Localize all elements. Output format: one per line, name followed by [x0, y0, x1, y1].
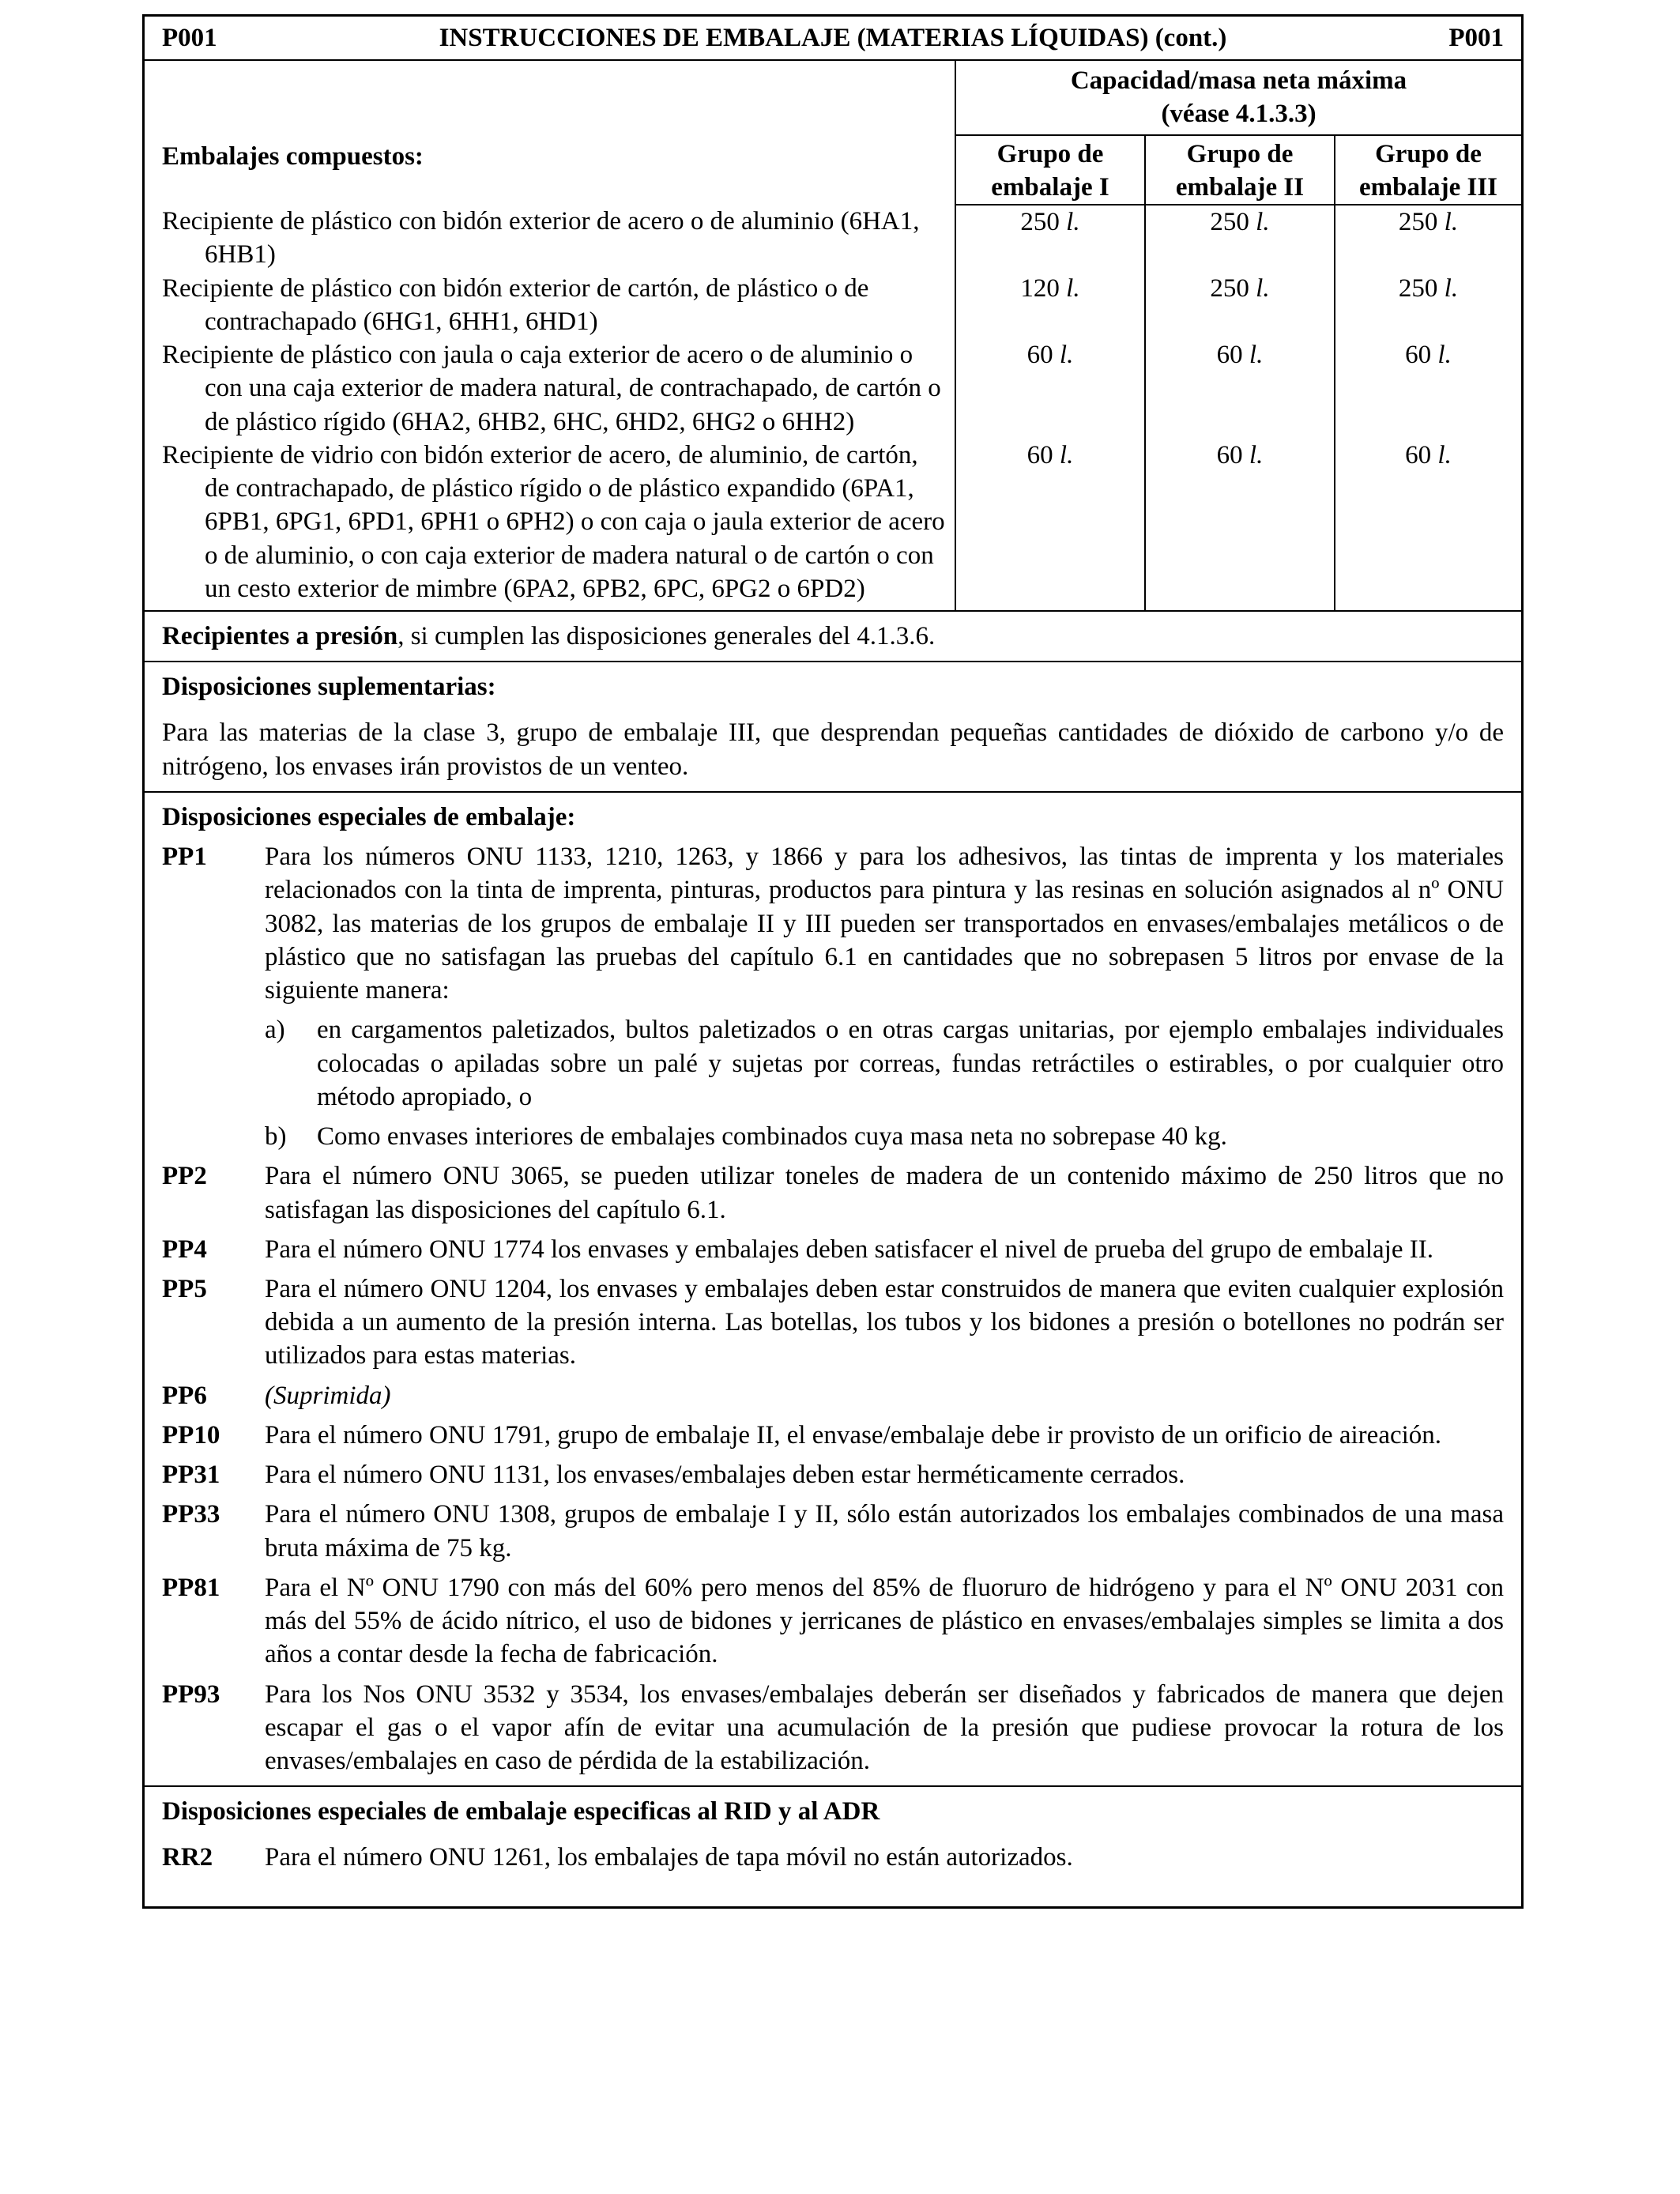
group-1-value: 60 l. [955, 338, 1145, 439]
supplementary-text: Para las materias de la clase 3, grupo de embalaje III, que desprendan pequeñas cantidades de dióxido de carbono y/o de nitrógeno, los envases irán provistos de un venteo. [162, 718, 1504, 781]
provision-rr2 [162, 1841, 1504, 1874]
provision-code: PP33 [162, 1500, 220, 1529]
packaging-description: Recipiente de plástico con bidón exterior de acero o de aluminio (6HA1, 6HB1) [162, 207, 920, 270]
rid-adr-provisions-section [145, 1785, 1521, 1906]
pressure-receptacles-label: Recipientes a presión [162, 621, 398, 650]
provision-pp31 [162, 1458, 1504, 1491]
group-3-value: 250 l. [1335, 272, 1521, 338]
provision-pp93 [162, 1678, 1504, 1778]
table-row [145, 439, 1521, 610]
pressure-receptacles-text: , si cumplen las disposiciones generales del 4.1.3.6. [397, 621, 936, 650]
list-item-text: en cargamentos paletizados, bultos paletizados o en otras cargas unitarias, por ejemplo embalajes individuales colocadas o apiladas sobre un palé y sujetas por correas, fundas retráctiles o estirables, o por cualquier otro método apropiado, o [317, 1016, 1504, 1111]
provision-text: Para el número ONU 1261, los embalajes de tapa móvil no están autorizados. [265, 1843, 1073, 1872]
list-item-letter: b) [265, 1122, 287, 1152]
table-row [145, 338, 1521, 439]
group-2-value: 60 l. [1145, 338, 1335, 439]
list-item-text: Como envases interiores de embalajes combinados cuya masa neta no sobrepase 40 kg. [317, 1122, 1227, 1152]
provision-text: Para el número ONU 1791, grupo de embalaje II, el envase/embalaje debe ir provisto de un orificio de aireación. [265, 1420, 1442, 1449]
provision-text: Para el número ONU 1774 los envases y embalajes deben satisfacer el nivel de prueba del grupo de embalaje II. [265, 1235, 1433, 1264]
composite-packagings-label: Embalajes compuestos: [162, 141, 424, 171]
provision-text: Para el Nº ONU 1790 con más del 60% pero menos del 85% de fluoruro de hidrógeno y para el Nº ONU 2031 con más del 55% de ácido nítrico, el uso de bidones y jerricanes de plástico en envases/embalajes simples se limita a dos años a contar desde la fecha de fabricación. [265, 1573, 1504, 1669]
provision-code: PP93 [162, 1679, 220, 1709]
table-row [145, 272, 1521, 338]
list-item [265, 1120, 1504, 1153]
group-2-value: 250 l. [1145, 205, 1335, 271]
provision-pp81 [162, 1571, 1504, 1672]
packing-group-2-header: Grupo de embalaje II [1145, 135, 1335, 205]
provision-code: PP81 [162, 1573, 220, 1602]
special-provisions-heading: Disposiciones especiales de embalaje: [162, 802, 576, 831]
provision-code: PP6 [162, 1381, 207, 1410]
special-packing-provisions-section [145, 791, 1521, 1785]
list-item-letter: a) [265, 1016, 285, 1045]
provision-text: (Suprimida) [265, 1381, 391, 1410]
packing-group-1-header: Grupo de embalaje I [955, 135, 1145, 205]
provision-code: PP2 [162, 1162, 207, 1191]
group-3-value: 60 l. [1335, 338, 1521, 439]
provision-pp2 [162, 1159, 1504, 1226]
packaging-description: Recipiente de plástico con bidón exterior de cartón, de plástico o de contrachapado (6HG1, 6HH1, 6HD1) [162, 273, 869, 336]
provision-text: Para el número ONU 1204, los envases y embalajes deben estar construidos de manera que eviten cualquier explosión debida a un aumento de la presión interna. Las botellas, los tubos y los bidones a presión o botellones no podrán ser utilizados para estas materias. [265, 1274, 1504, 1370]
provision-pp4 [162, 1233, 1504, 1266]
group-1-value: 250 l. [955, 205, 1145, 271]
packaging-description: Recipiente de vidrio con bidón exterior de acero, de aluminio, de cartón, de contrachapado, de plástico rígido o de plástico expandido (6PA1, 6PB1, 6PG1, 6PD1, 6PH1 o 6PH2) o con caja o jaula exterior de acero o de aluminio, o con caja exterior de madera natural o de cartón o con un cesto exterior de mimbre (6PA2, 6PB2, 6PC, 6PG2 o 6PD2) [162, 440, 945, 603]
group-1-value: 60 l. [955, 439, 1145, 610]
provision-code: PP1 [162, 843, 207, 872]
list-item [265, 1013, 1504, 1114]
provision-code: PP5 [162, 1274, 207, 1303]
supplementary-provisions-section [145, 661, 1521, 791]
group-2-value: 60 l. [1145, 439, 1335, 610]
provision-pp10 [162, 1419, 1504, 1452]
instruction-code-left: P001 [162, 24, 217, 52]
packaging-description: Recipiente de plástico con jaula o caja exterior de acero o de aluminio o con una caja exterior de madera natural, de contrachapado, de cartón o de plástico rígido (6HA2, 6HB2, 6HC, 6HD2, 6HG2 o 6HH2) [162, 341, 941, 436]
packing-group-3-header: Grupo de embalaje III [1335, 135, 1521, 205]
provision-code: PP31 [162, 1461, 220, 1490]
group-3-value: 60 l. [1335, 439, 1521, 610]
provision-text: Para el número ONU 3065, se pueden utilizar toneles de madera de un contenido máximo de 250 litros que no satisfagan las disposiciones del capítulo 6.1. [265, 1162, 1504, 1224]
provision-text: Para los números ONU 1133, 1210, 1263, y 1866 y para los adhesivos, las tintas de imprenta y los materiales relacionados con la tinta de imprenta, pinturas, productos para pintura y las resinas en solución asignados al nº ONU 3082, las materias de los grupos de embalaje II y III pueden ser transportados en envases/embalajes metálicos o de plástico que no satisfagan las pruebas del capítulo 6.1 en cantidades que no sobrepasen 5 litros por envase de la siguiente manera: [265, 843, 1504, 1005]
page-title: INSTRUCCIONES DE EMBALAJE (MATERIAS LÍQUIDAS) (cont.) [439, 24, 1227, 52]
provision-pp33 [162, 1498, 1504, 1564]
provision-code: PP4 [162, 1235, 207, 1264]
capacity-table [145, 61, 1521, 610]
group-2-value: 250 l. [1145, 272, 1335, 338]
document-header [145, 17, 1521, 61]
table-row [145, 205, 1521, 271]
group-3-value: 250 l. [1335, 205, 1521, 271]
provision-text: Para los Nos ONU 3532 y 3534, los envases/embalajes deberán ser diseñados y fabricados de manera que dejen escapar el gas o el vapor afín de evitar una acumulación de la presión que pudiese provocar la rotura de los envases/embalajes en caso de pérdida de la estabilización. [265, 1679, 1504, 1776]
instruction-code-right: P001 [1448, 24, 1504, 52]
provision-text: Para el número ONU 1308, grupos de embalaje I y II, sólo están autorizados los embalajes combinados de una masa bruta máxima de 75 kg. [265, 1500, 1504, 1563]
provision-pp6 [162, 1379, 1504, 1412]
packing-instruction-document [142, 14, 1524, 1909]
provision-text: Para el número ONU 1131, los envases/embalajes deben estar herméticamente cerrados. [265, 1461, 1185, 1490]
capacity-heading: Capacidad/masa neta máxima (véase 4.1.3.3) [955, 61, 1521, 134]
provision-code: PP10 [162, 1420, 220, 1449]
group-1-value: 120 l. [955, 272, 1145, 338]
rid-adr-heading: Disposiciones especiales de embalaje especificas al RID y al ADR [162, 1797, 880, 1826]
pressure-receptacles-section [145, 610, 1521, 661]
provision-pp5 [162, 1272, 1504, 1373]
provision-pp1 [162, 840, 1504, 1153]
provision-code: RR2 [162, 1843, 213, 1872]
supplementary-heading: Disposiciones suplementarias: [162, 673, 496, 702]
